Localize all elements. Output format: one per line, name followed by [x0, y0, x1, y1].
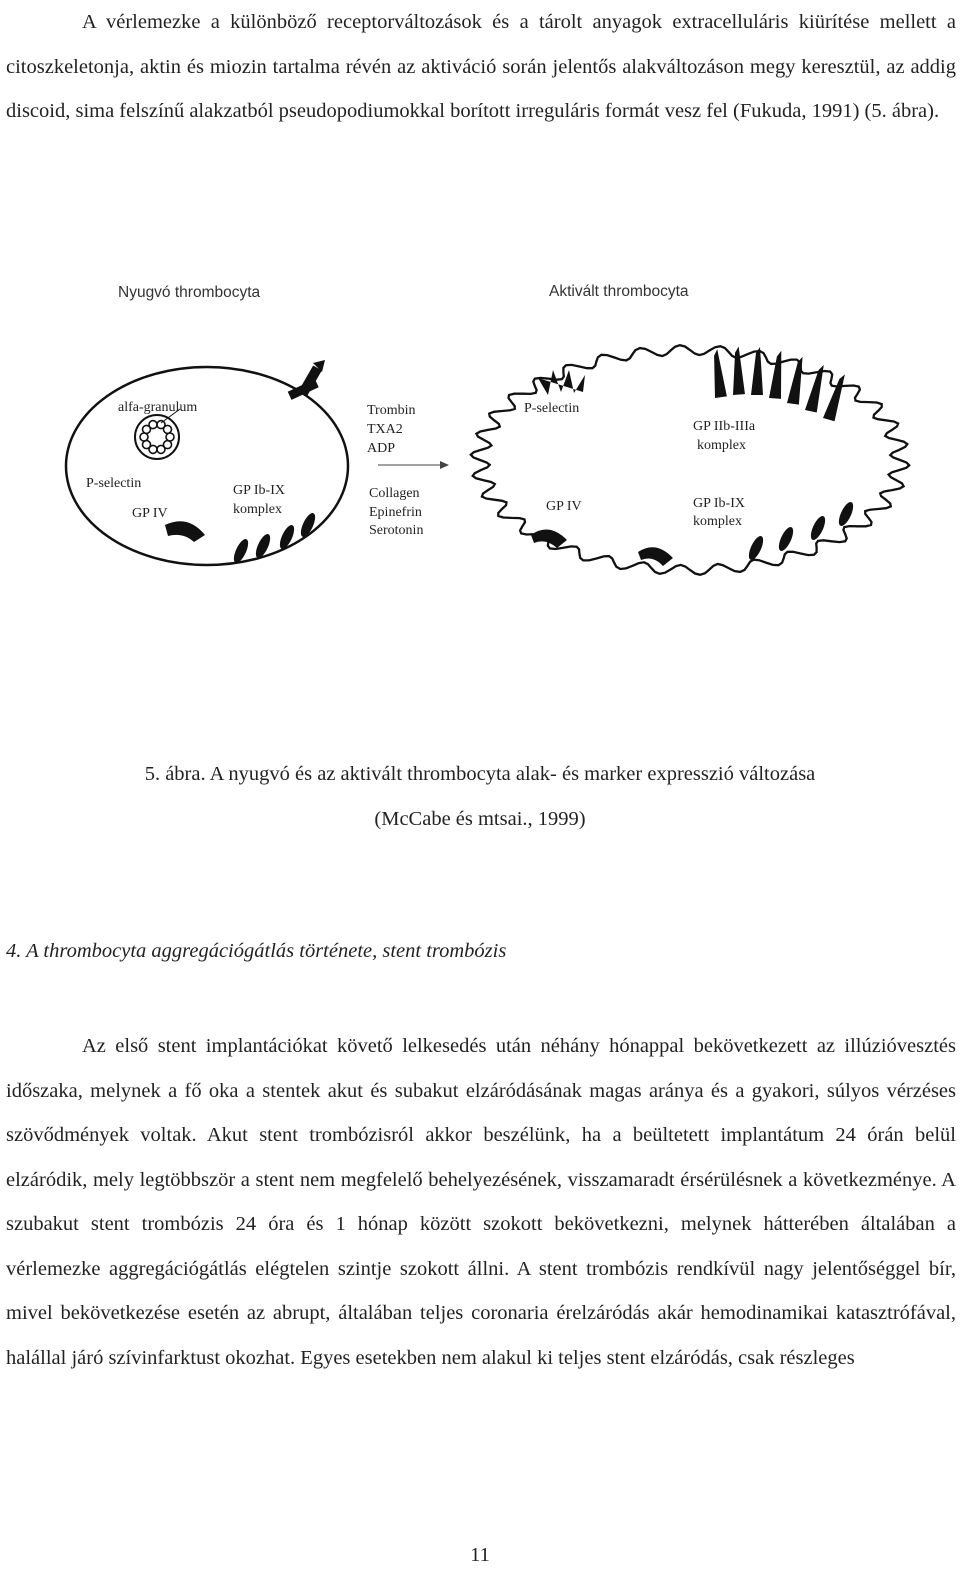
alfa-granulum-label: alfa-granulum: [118, 400, 198, 415]
gp-iib-iiia-icon: [730, 346, 745, 395]
body-paragraph-intro: A vérlemezke a különböző receptorváltozások és a tárolt anyagok extracelluláris kiürítése mellett a citoszkeletonja, aktin és miozin tartalma révén az aktiváció során jelentős alakváltozáson megy keresztül, az addig discoid, sima felszínű alakzatból pseudopodiumokkal borított irreguláris formát vesz fel (Fukuda, 1991) (5. ábra).: [6, 11, 956, 122]
agonist-adp: ADP: [367, 441, 396, 456]
activated-platelet-title: Aktivált thrombocyta: [549, 283, 689, 300]
granule-bump: [149, 421, 157, 429]
granule-bump: [143, 441, 151, 449]
granule-inner-bumps: [140, 421, 174, 454]
gp-iib-iiia-icon: [769, 350, 784, 399]
body-paragraph-stent: Az első stent implantációkat követő lelkesedés után néhány hónappal bekövetkezett az illúzióvesztés időszaka, melynek a fő oka a stentek akut és subakut elzáródásának magas aránya és a gyakori, súlyos vérzéses szövődmények voltak. Akut stent trombózisról akkor beszélünk, ha a beültetett implantátum 24 órán belül elzáródik, mely legtöbbször a stent nem megfelelő behelyezésének, visszamaradt érsérülésnek a következménye. A szubakut stent trombózis 24 óra és 1 hónap között szokott bekövetkezni, melynek hátterében általában a vérlemezke aggregációgátlás elégtelen szintje szokott állni. A stent trombózis rendkívül nagy jelentőséggel bír, mivel bekövetkezése esetén az abrupt, általában teljes coronaria érelzáródás akár hemodinamikai katasztrófával, halállal járó szívinfarktust okozhat. Egyes esetekben nem alakul ki teljes stent elzáródás, csak részleges: [6, 1035, 956, 1369]
alfa-granulum-icon: [135, 415, 179, 459]
gp-iib-iiia-icon: [823, 372, 848, 421]
agonist-txa2: TXA2: [367, 422, 403, 437]
gp-ib-ix-label-right-1: GP Ib-IX: [693, 496, 745, 511]
gp-iib-iiia-icon: [751, 347, 763, 395]
agonist-collagen: Collagen: [369, 486, 420, 501]
gp-iib-iiia-label-2: komplex: [697, 438, 746, 453]
gp-iib-iiia-icon: [787, 355, 806, 404]
gp-iv-label-right: GP IV: [546, 499, 582, 514]
gp-ib-ix-icon-right-2: [776, 525, 796, 553]
gp-ib-ix-label-left-2: komplex: [233, 502, 282, 517]
gp-ib-ix-label-right-2: komplex: [693, 514, 742, 529]
arrow-head-icon: [440, 461, 449, 469]
gp-iv-icon-left: [165, 521, 205, 542]
granule-bump: [166, 433, 174, 441]
p-selectin-label-right: P-selectin: [524, 401, 580, 416]
section-heading: 4. A thrombocyta aggregációgátlás története, stent trombózis: [6, 940, 507, 962]
page-number: 11: [470, 1544, 490, 1566]
platelet-activation-figure: [0, 260, 960, 590]
receptor-icon-top-2: [298, 366, 322, 397]
agonist-epinefrin: Epinefrin: [369, 505, 422, 520]
gp-ib-ix-icon-right-4: [836, 500, 856, 528]
agonist-serotonin: Serotonin: [369, 523, 424, 538]
gp-iib-iiia-icons: [708, 346, 847, 421]
gp-iib-iiia-label-1: GP IIb-IIIa: [693, 419, 756, 434]
granule-bump: [164, 425, 172, 433]
gp-iv-label-left: GP IV: [132, 506, 168, 521]
figure-caption-line1: 5. ábra. A nyugvó és az aktivált thrombocyta alak- és marker expresszió változása: [144, 763, 816, 785]
granule-bump: [157, 445, 165, 453]
figure-caption-line2: (McCabe és mtsai., 1999): [374, 808, 586, 830]
gp-ib-ix-icon-right-1: [746, 534, 766, 562]
p-selectin-label-left: P-selectin: [86, 476, 142, 491]
p-selectin-icon-right: [538, 370, 585, 395]
gp-ib-ix-label-left-1: GP Ib-IX: [233, 483, 285, 498]
resting-platelet-title: Nyugvó thrombocyta: [118, 284, 261, 301]
granule-bump: [140, 433, 148, 441]
agonist-trombin: Trombin: [367, 403, 416, 418]
gp-iib-iiia-icon: [708, 349, 727, 398]
gp-ib-ix-icon-right-3: [808, 514, 828, 542]
